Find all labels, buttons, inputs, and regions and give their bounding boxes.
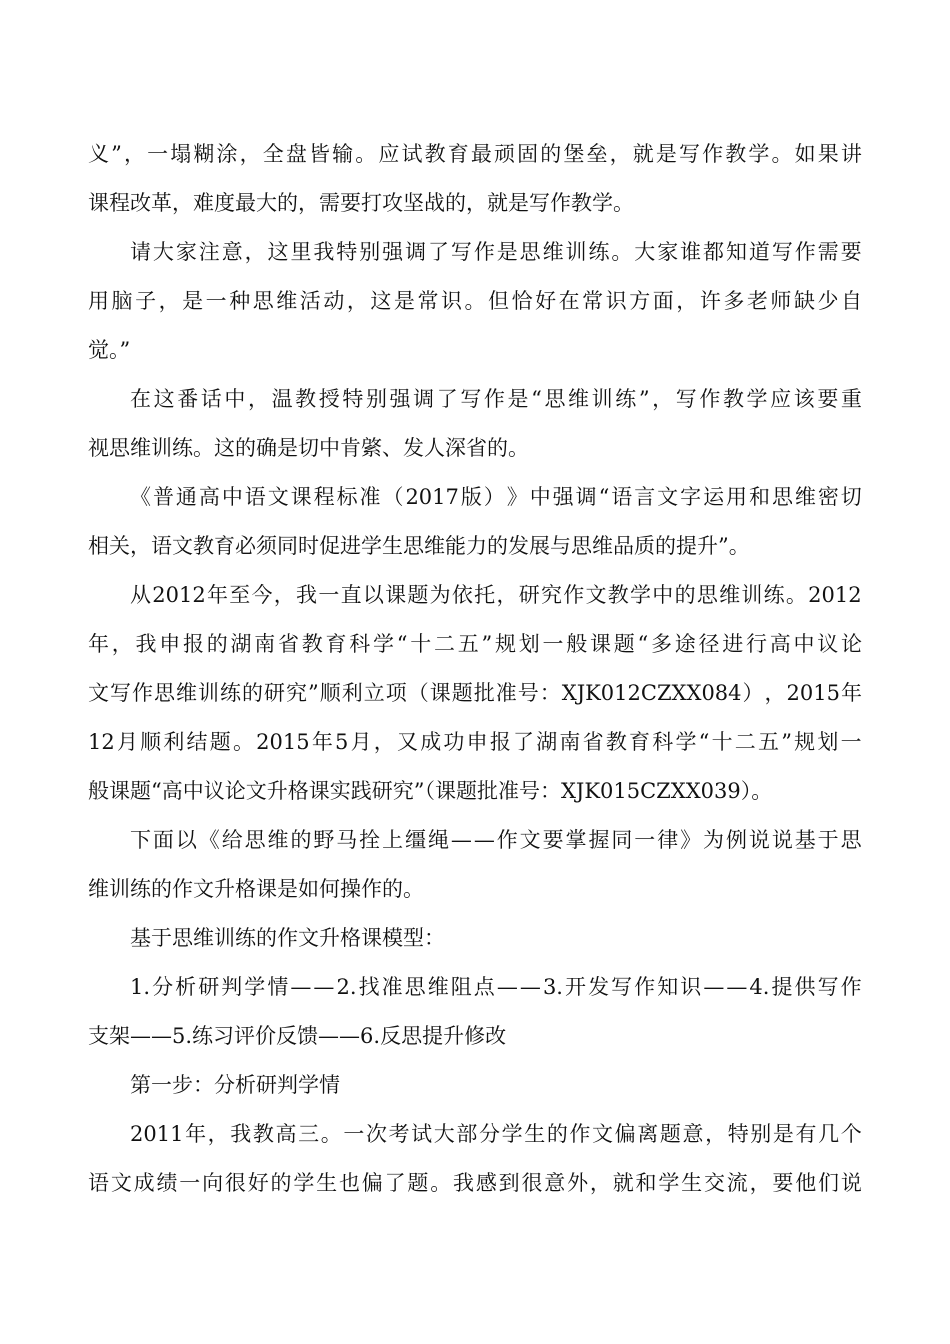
text-line: 1. 分 析 研 判 学 情 — — 2. 找 准 思 维 阻 点 — — 3. 开 发 写 作 知 识 — — 4. 提 供 写 作	[130, 975, 862, 999]
text-line: 支架——5.练习评价反馈——6.反思提升修改	[88, 1024, 507, 1048]
document-page	[88, 130, 862, 1208]
text-line: 义 ” ， 一 塌 糊 涂 ， 全 盘 皆 输 。 应 试 教 育 最 顽 固 的 堡 垒 ， 就 是 写 作 教 学 。 如 果 讲	[88, 142, 862, 166]
text-line: 从 2012 年 至 今 ， 我 一 直 以 课 题 为 依 托 ， 研 究 作 文 教 学 中 的 思 维 训 练 。 2012	[130, 583, 862, 607]
text-line: 年 ， 我 申 报 的 湖 南 省 教 育 科 学 “ 十 二 五 ” 规 划 一 般 课 题 “ 多 途 径 进 行 高 中 议 论	[88, 632, 862, 656]
text-line: 2011 年 ， 我 教 高 三 。 一 次 考 试 大 部 分 学 生 的 作 文 偏 离 题 意 ， 特 别 是 有 几 个	[130, 1122, 862, 1146]
text-line: 12 月 顺 利 结 题 。 2015 年 5 月 ， 又 成 功 申 报 了 湖 南 省 教 育 科 学 “ 十 二 五 ” 规 划 一	[88, 730, 862, 754]
text-line: 觉。”	[88, 338, 131, 362]
text-line: 用 脑 子 ， 是 一 种 思 维 活 动 ， 这 是 常 识 。 但 恰 好 在 常 识 方 面 ， 许 多 老 师 缺 少 自	[88, 289, 862, 313]
text-line: 相关，语文教育必须同时促进学生思维能力的发展与思维品质的提升”。	[88, 534, 750, 558]
text-line: 请 大 家 注 意 ， 这 里 我 特 别 强 调 了 写 作 是 思 维 训 练 。 大 家 谁 都 知 道 写 作 需 要	[130, 240, 862, 264]
text-line: 维训练的作文升格课是如何操作的。	[88, 877, 424, 901]
text-line: 《 普 通 高 中 语 文 课 程 标 准 （ 2017 版 ） 》 中 强 调 “ 语 言 文 字 运 用 和 思 维 密 切	[130, 485, 862, 509]
text-line: 视思维训练。这的确是切中肯綮、发人深省的。	[88, 436, 529, 460]
text-line: 基于思维训练的作文升格课模型：	[130, 926, 445, 950]
text-line: 语 文 成 绩 一 向 很 好 的 学 生 也 偏 了 题 。 我 感 到 很 意 外 ， 就 和 学 生 交 流 ， 要 他 们 说	[88, 1171, 862, 1195]
text-line: 在 这 番 话 中 ， 温 教 授 特 别 强 调 了 写 作 是 “ 思 维 训 练 ” ， 写 作 教 学 应 该 要 重	[130, 387, 862, 411]
text-line: 般课题“高中议论文升格课实践研究”（课题批准号：XJK015CZXX039）。	[88, 779, 773, 803]
text-line: 下 面 以 《 给 思 维 的 野 马 拴 上 缰 绳 — — 作 文 要 掌 握 同 一 律 》 为 例 说 说 基 于 思	[130, 828, 862, 852]
text-line: 第一步：分析研判学情	[130, 1073, 340, 1097]
text-line: 课程改革，难度最大的，需要打攻坚战的，就是写作教学。	[88, 191, 634, 215]
text-line: 文 写 作 思 维 训 练 的 研 究 ” 顺 利 立 项 （ 课 题 批 准 号 ： XJK012CZXX084 ） ， 2015 年	[88, 681, 862, 705]
